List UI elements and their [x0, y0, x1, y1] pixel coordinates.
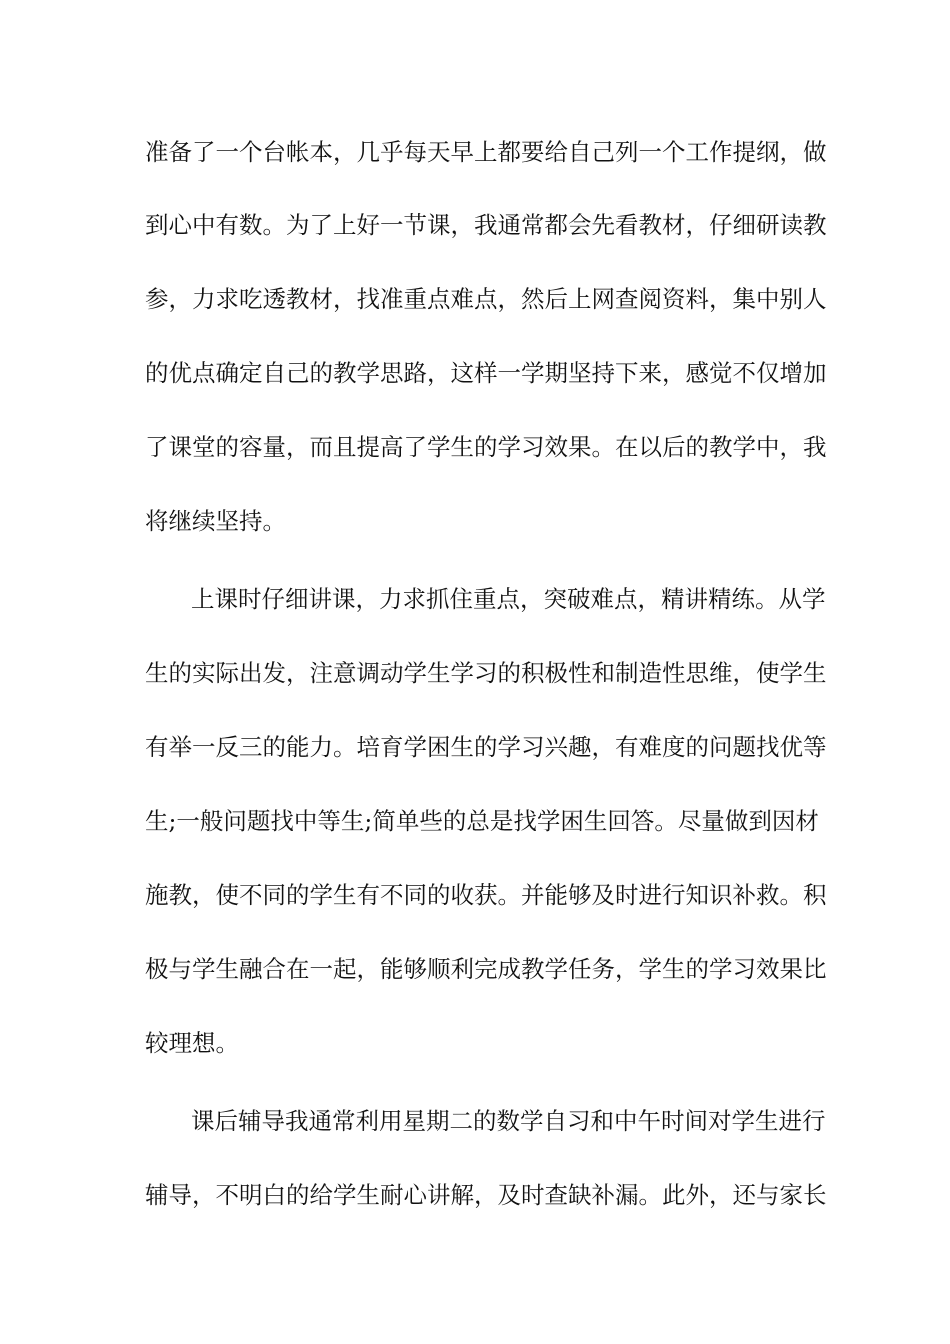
- line-text: 极与学生融合在一起，能够顺利完成教学任务，学生的学习效果比: [145, 955, 827, 983]
- line-text: 生;一般问题找中等生;简单些的总是找学困生回答。尽量做到因材: [145, 807, 819, 835]
- text-line: [0, 727, 950, 767]
- text-line: [0, 205, 950, 245]
- text-line: [0, 501, 950, 541]
- text-line: [0, 653, 950, 693]
- line-text: 生的实际出发，注意调动学生学习的积极性和制造性思维，使学生: [145, 659, 827, 687]
- text-line: [0, 1023, 950, 1063]
- line-text: 到心中有数。为了上好一节课，我通常都会先看教材，仔细研读教: [145, 211, 827, 239]
- line-text: 的优点确定自己的教学思路，这样一学期坚持下来，感觉不仅增加: [145, 359, 827, 387]
- paragraph-first-line: [0, 1101, 950, 1141]
- line-text: 了课堂的容量，而且提高了学生的学习效果。在以后的教学中，我: [145, 433, 827, 461]
- line-text: 准备了一个台帐本，几乎每天早上都要给自己列一个工作提纲，做: [145, 138, 827, 166]
- line-text: 课后辅导我通常利用星期二的数学自习和中午时间对学生进行: [191, 1107, 826, 1135]
- text-line: [0, 353, 950, 393]
- text-line: [0, 279, 950, 319]
- text-line: [0, 132, 950, 172]
- line-text: 有举一反三的能力。培育学困生的学习兴趣，有难度的问题找优等: [145, 733, 827, 761]
- text-line: [0, 875, 950, 915]
- line-text: 较理想。: [145, 1029, 239, 1057]
- text-line: [0, 427, 950, 467]
- text-line: [0, 949, 950, 989]
- line-text: 将继续坚持。: [145, 507, 286, 535]
- text-line: [0, 801, 950, 841]
- text-line: [0, 1175, 950, 1215]
- line-text: 施教，使不同的学生有不同的收获。并能够及时进行知识补救。积: [145, 881, 827, 909]
- line-text: 辅导，不明白的给学生耐心讲解，及时查缺补漏。此外，还与家长: [145, 1181, 827, 1209]
- paragraph-first-line: [0, 579, 950, 619]
- line-text: 参，力求吃透教材，找准重点难点，然后上网查阅资料，集中别人: [145, 285, 827, 313]
- line-text: 上课时仔细讲课，力求抓住重点，突破难点，精讲精练。从学: [191, 585, 826, 613]
